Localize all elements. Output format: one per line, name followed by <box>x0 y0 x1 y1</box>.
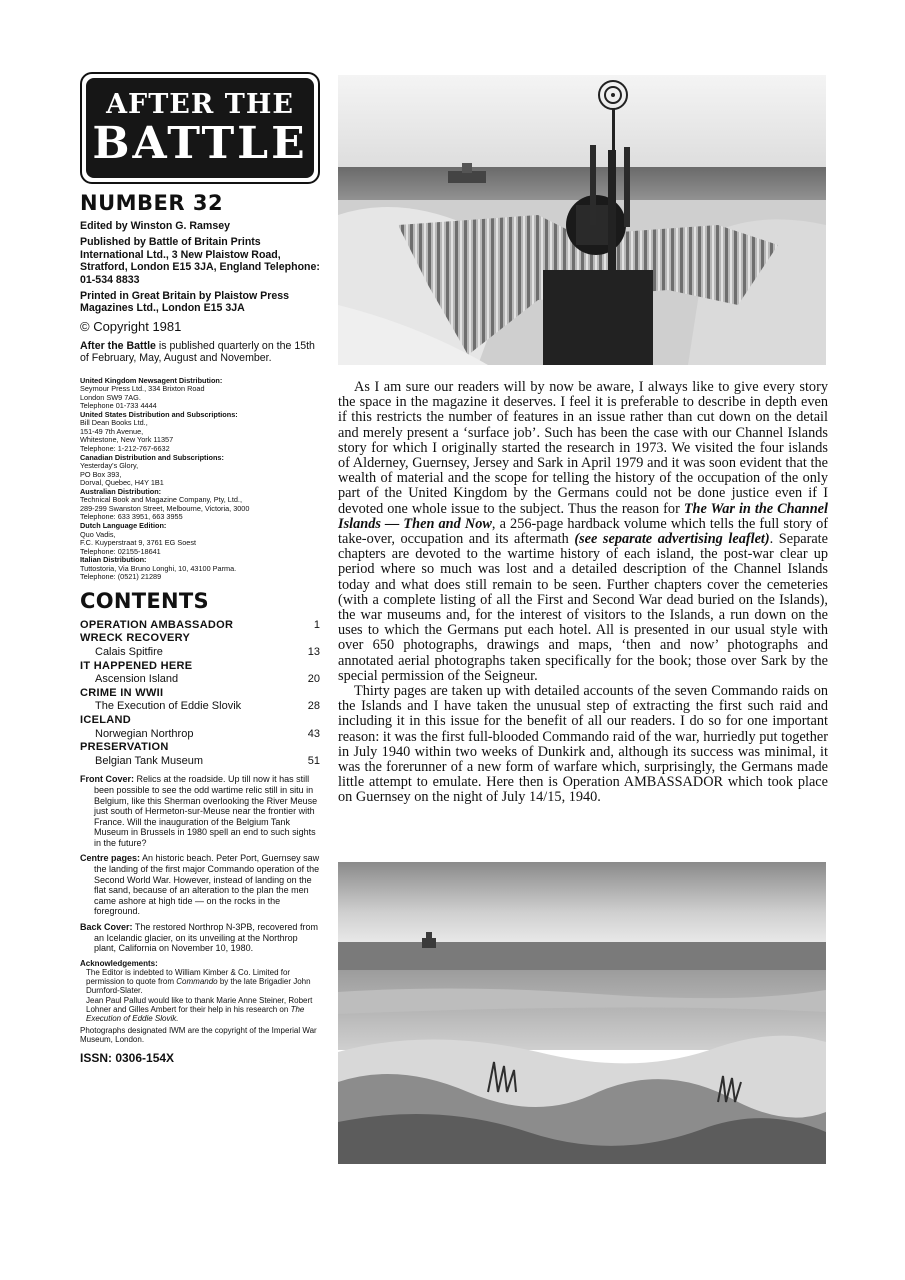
toc-section-row <box>80 687 320 701</box>
photo-illustration <box>338 75 826 365</box>
note-label: Front Cover: <box>80 774 134 785</box>
distribution-line: Seymour Press Ltd., 334 Brixton Road <box>80 384 205 394</box>
toc-title: Norwegian Northrop <box>95 727 194 740</box>
ack-text: by the late Brigadier John Durnford-Slater. <box>86 977 311 996</box>
note-text: The restored Northrop N-3PB, recovered from an Icelandic glacier, on its unveiling at the Northrop plant, California on November 10, 1980. <box>94 922 318 954</box>
editorial-paragraph <box>338 380 828 684</box>
distribution-heading: Dutch Language Edition: <box>80 520 167 530</box>
book-title: The War in the Channel Islands — Then and Now <box>338 500 828 532</box>
table-of-contents <box>80 619 320 769</box>
distribution-line: F.C. Kuyperstraat 9, 3761 EG Soest <box>80 538 196 548</box>
distribution-line: Quo Vadis, <box>80 529 116 539</box>
distribution-line: Yesterday's Glory, <box>80 461 139 471</box>
toc-title: Ascension Island <box>95 673 179 686</box>
toc-section: WRECK RECOVERY <box>80 632 191 645</box>
toc-page: 28 <box>307 700 320 713</box>
toc-row[interactable] <box>80 646 320 660</box>
toc-row[interactable] <box>80 673 320 687</box>
distribution-line: Whitestone, New York 11357 <box>80 435 174 445</box>
toc-title: Belgian Tank Museum <box>95 754 204 767</box>
editorial-text-run: , a 256-page hardback volume which tells the full story of take-over, occupation and its aftermath <box>338 515 828 548</box>
toc-title: Calais Spitfire <box>95 645 163 658</box>
publication-note <box>80 340 320 365</box>
edited-by: Edited by Winston G. Ramsey <box>80 220 231 232</box>
toc-section: ICELAND <box>80 713 131 726</box>
toc-row[interactable] <box>80 728 320 742</box>
distribution-item <box>80 377 320 411</box>
masthead-logo <box>80 72 320 184</box>
photo-beach-dunes <box>338 862 826 1164</box>
distribution-list <box>80 377 320 582</box>
cover-notes <box>80 774 320 954</box>
toc-section: OPERATION AMBASSADOR <box>80 618 234 631</box>
toc-page: 13 <box>307 645 320 658</box>
distribution-line: 289-299 Swanston Street, Melbourne, Victoria, 3000 <box>80 503 250 513</box>
distribution-line: Dorval, Quebec, H4Y 1B1 <box>80 478 164 488</box>
editorial-paragraph: Thirty pages are taken up with detailed accounts of the seven Commando raids on the Islands and I have taken the unusual step of extracting the first such raid and including it in this issue for the benefit of all our readers. I do so for one important reason: it was the first full-blooded Commando raid of the war, hurriedly put together in July 1940 within two weeks of Dunkirk and, although its success was minimal, it was the forerunner of a new form of warfare which, surprisingly, the Germans made little attempt to emulate. Here then is Operation AMBASSADOR which took place on Guernsey on the night of July 14/15, 1940. <box>338 683 828 806</box>
issn: ISSN: 0306-154X <box>80 1050 175 1065</box>
editorial-text-run: . Separate chapters are devoted to the wartime history of each island, the post-war clear up period where so much was lost and a detailed description of the Channel Islands today and what does still remain to be seen. Further chapters cover the cemeteries (with a complete listing of all the First and Second War dead buried on the Islands), the war museums and, for the interest of visitors to the Islands, a run down on the uses to which the Germans put each hotel. All is presented in our usual style with over 650 photographs, drawings and maps, ‘then and now’ photographs and annotated aerial photographs taken specifically for the book; those over Sark by the special permission of the Seigneur. <box>338 531 828 684</box>
toc-row[interactable] <box>80 755 320 769</box>
toc-section-row <box>80 632 320 646</box>
note-text: An historic beach. Peter Port, Guernsey saw the landing of the first major Commando operation of the Second World War. However, instead of landing on the flat sand, because of an alteration to the plan the men came ashore at high tide — on the rocks in the foreground. <box>94 853 320 917</box>
contents-title: CONTENTS <box>80 588 209 613</box>
toc-row[interactable] <box>80 619 320 633</box>
published-by: Published by Battle of Britain Prints International Ltd., 3 New Plaistow Road, Stratford, London E15 3JA, England Telephone: 01-534 8833 <box>80 236 320 286</box>
editorial-text <box>338 380 828 806</box>
toc-page: 1 <box>313 618 320 631</box>
toc-row[interactable] <box>80 700 320 714</box>
editorial-text-run: As I am sure our readers will by now be aware, I always like to give every story the space in the magazine it deserves. I feel it is preferable to describe in depth even if this restricts the number of features in an issue rather than cut down on the detail and merely present a ‘surface job’. Such has been the case with our Channel Islands story for which I originally started the research in 1973. We visited the four islands of Alderney, Guernsey, Jersey and Sark in April 1979 and it was soon evident that the wealth of material and the scope for telling the history of the occupation of the only part of the United Kingdom by the Germans could not be done justice even if I devoted one whole issue to the subject. Thus the reason for <box>338 379 828 517</box>
distribution-item <box>80 488 320 522</box>
distribution-line: 151-49 7th Avenue, <box>80 426 144 436</box>
front-cover-note <box>80 774 320 848</box>
ack-book-title: Commando <box>176 977 218 987</box>
ack-heading: Acknowledgements: <box>80 958 158 968</box>
distribution-line: Telephone 01-733 4444 <box>80 401 157 411</box>
distribution-line: Telephone: 1-212-767-6632 <box>80 444 170 454</box>
back-cover-note <box>80 922 320 954</box>
toc-page: 43 <box>307 727 320 740</box>
distribution-line: Telephone: 02155-18641 <box>80 546 161 556</box>
photo-illustration <box>338 862 826 1164</box>
centre-pages-note <box>80 853 320 917</box>
printed-by: Printed in Great Britain by Plaistow Press Magazines Ltd., London E15 3JA <box>80 290 289 315</box>
ack-paragraph <box>80 968 320 996</box>
ack-text: Jean Paul Pallud would like to thank Marie Anne Steiner, Robert Lohner and Gilles Ambert for their help in his research on <box>86 995 313 1014</box>
photo-anti-aircraft-position <box>338 75 826 365</box>
distribution-item <box>80 556 320 582</box>
copyright: © Copyright 1981 <box>80 318 182 334</box>
ack-article-title: The Execution of Eddie Slovik. <box>86 1004 305 1024</box>
distribution-line: Telephone: (0521) 21289 <box>80 572 162 582</box>
toc-section-row <box>80 741 320 755</box>
toc-section: PRESERVATION <box>80 741 169 754</box>
toc-page: 51 <box>307 754 320 767</box>
issue-number: NUMBER 32 <box>80 191 224 215</box>
ack-text: The Editor is indebted to William Kimber & Co. Limited for permission to quote from <box>86 968 291 987</box>
publication-name: After the Battle <box>80 339 156 352</box>
masthead-inner <box>86 78 314 178</box>
distribution-heading: Australian Distribution: <box>80 486 162 496</box>
distribution-line: Bill Dean Books Ltd., <box>80 418 148 428</box>
distribution-heading: United States Distribution and Subscriptions: <box>80 409 238 419</box>
distribution-heading: Italian Distribution: <box>80 555 147 565</box>
distribution-line: Telephone: 633 3951, 663 3955 <box>80 512 183 522</box>
credits-block <box>80 220 320 315</box>
distribution-line: PO Box 393, <box>80 469 122 479</box>
masthead-line2: BATTLE <box>92 117 308 169</box>
toc-section-row <box>80 660 320 674</box>
note-label: Back Cover: <box>80 922 133 933</box>
distribution-heading: Canadian Distribution and Subscriptions: <box>80 452 224 462</box>
toc-page: 20 <box>307 673 320 686</box>
distribution-heading: United Kingdom Newsagent Distribution: <box>80 375 223 385</box>
publication-schedule: is published quarterly on the 15th of February, May, August and November. <box>80 339 315 365</box>
sidebar-column <box>80 72 320 1065</box>
toc-section: CRIME IN WWII <box>80 686 164 699</box>
toc-section-row <box>80 714 320 728</box>
masthead-line1: AFTER THE <box>106 88 294 120</box>
distribution-item <box>80 454 320 488</box>
acknowledgements <box>80 959 320 1045</box>
advertising-note: (see separate advertising leaflet) <box>574 531 770 548</box>
note-label: Centre pages: <box>80 853 141 864</box>
note-text: Relics at the roadside. Up till now it has still been possible to see the odd wartime relic still in situ in Belgium, like this Sherman overlooking the River Meuse just south of Hermeton-sur-Meuse near the frontier with France. Will the inauguration of the Belgium Tank Museum in Brussels in 1980 spell an end to such sights in the future? <box>94 774 318 848</box>
toc-section: IT HAPPENED HERE <box>80 659 193 672</box>
distribution-item <box>80 522 320 556</box>
distribution-line: London SW9 7AG. <box>80 392 141 402</box>
toc-title: The Execution of Eddie Slovik <box>95 700 242 713</box>
ack-paragraph <box>80 996 320 1024</box>
distribution-line: Tuttostoria, Via Bruno Longhi, 10, 43100 Parma. <box>80 563 237 573</box>
distribution-item <box>80 411 320 454</box>
ack-paragraph: Photographs designated IWM are the copyright of the Imperial War Museum, London. <box>80 1026 317 1045</box>
distribution-line: Technical Book and Magazine Company, Pty, Ltd., <box>80 495 242 505</box>
